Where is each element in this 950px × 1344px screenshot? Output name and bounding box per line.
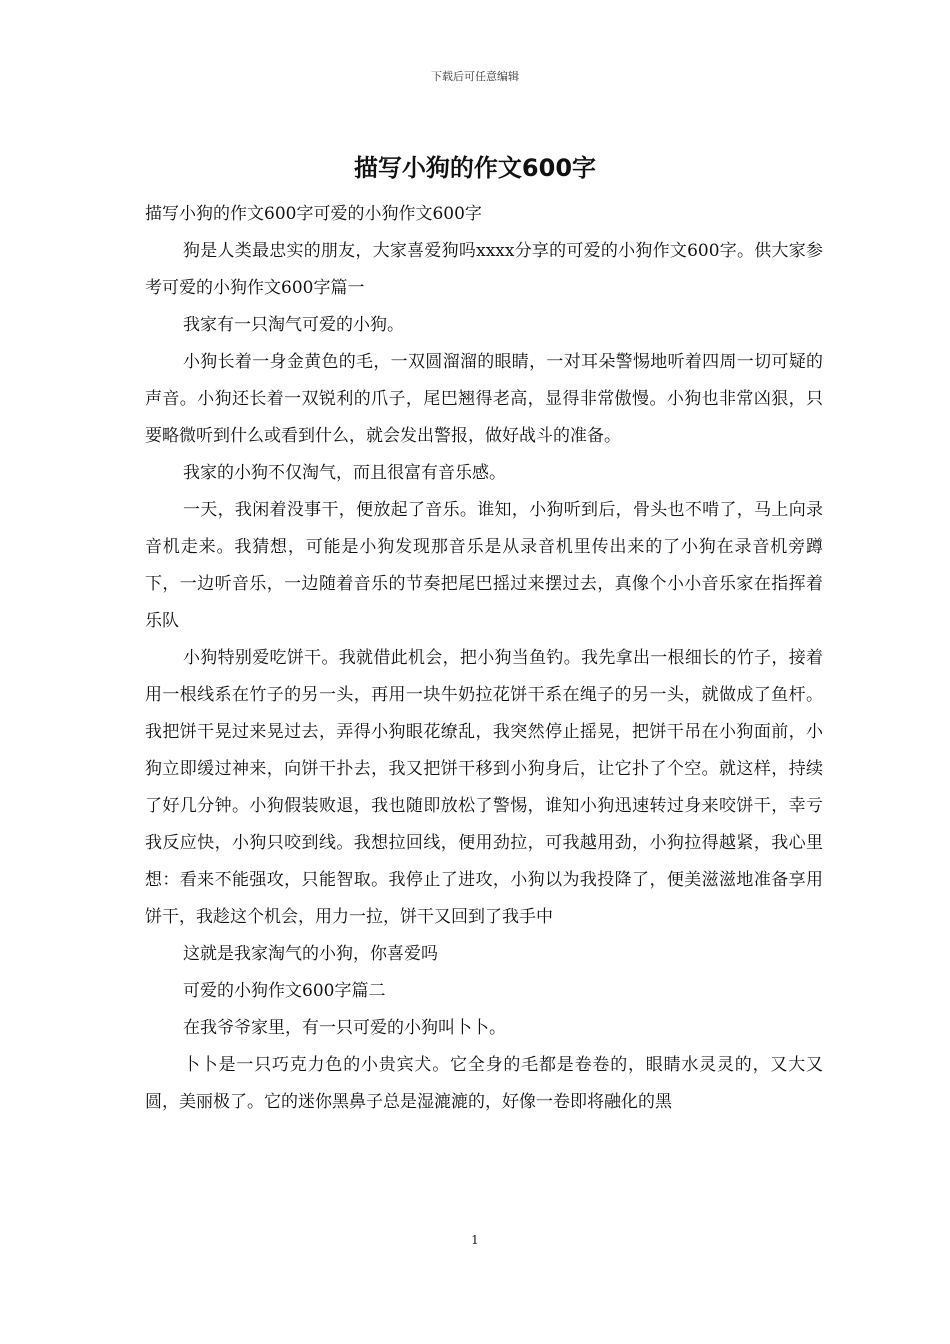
paragraph: 一天，我闲着没事干，便放起了音乐。谁知，小狗听到后，骨头也不啃了，马上向录音机走来。我猜想，可能是小狗发现那音乐是从录音机里传出来的了小狗在录音机旁蹲下，一边听音乐，一边随着音乐的节奏把尾巴摇过来摆过去，真像个小小音乐家在指挥着乐队: [145, 500, 823, 631]
header-note: 下载后可任意编辑: [431, 70, 519, 83]
document-title: 描写小狗的作文600字: [353, 154, 597, 182]
paragraph: 这就是我家淘气的小狗，你喜爱吗: [183, 944, 438, 964]
document-body: [145, 196, 823, 1121]
paragraph: 卜卜是一只巧克力色的小贵宾犬。它全身的毛都是卷卷的，眼睛水灵灵的，又大又圆，美丽极了。它的迷你黑鼻子总是湿漉漉的，好像一卷即将融化的黑: [145, 1055, 823, 1112]
paragraph: 小狗特别爱吃饼干。我就借此机会，把小狗当鱼钓。我先拿出一根细长的竹子，接着用一根线系在竹子的另一头，再用一块牛奶拉花饼干系在绳子的另一头，就做成了鱼杆。我把饼干晃过来晃过去，弄得小狗眼花缭乱，我突然停止摇晃，把饼干吊在小狗面前，小狗立即缓过神来，向饼干扑去，我又把饼干移到小狗身后，让它扑了个空。就这样，持续了好几分钟。小狗假装败退，我也随即放松了警惕，谁知小狗迅速转过身来咬饼干，幸亏我反应快，小狗只咬到线。我想拉回线，便用劲拉，可我越用劲，小狗拉得越紧，我心里想：看来不能强攻，只能智取。我停止了进攻，小狗以为我投降了，便美滋滋地准备享用饼干，我趁这个机会，用力一拉，饼干又回到了我手中: [145, 648, 823, 927]
paragraph: 描写小狗的作文600字可爱的小狗作文600字: [145, 204, 482, 224]
paragraph: 我家的小狗不仅淘气，而且很富有音乐感。: [183, 463, 506, 483]
paragraph: 在我爷爷家里，有一只可爱的小狗叫卜卜。: [183, 1018, 506, 1038]
paragraph: 可爱的小狗作文600字篇二: [183, 981, 386, 1001]
page-number: 1: [471, 1233, 479, 1247]
paragraph: 小狗长着一身金黄色的毛，一双圆溜溜的眼睛，一对耳朵警惕地听着四周一切可疑的声音。小狗还长着一双锐利的爪子，尾巴翘得老高，显得非常傲慢。小狗也非常凶狠，只要略微听到什么或看到什么，就会发出警报，做好战斗的准备。: [145, 352, 823, 446]
paragraph: 我家有一只淘气可爱的小狗。: [183, 315, 404, 335]
paragraph: 狗是人类最忠实的朋友，大家喜爱狗吗xxxx分享的可爱的小狗作文600字。供大家参考可爱的小狗作文600字篇一: [145, 241, 823, 298]
